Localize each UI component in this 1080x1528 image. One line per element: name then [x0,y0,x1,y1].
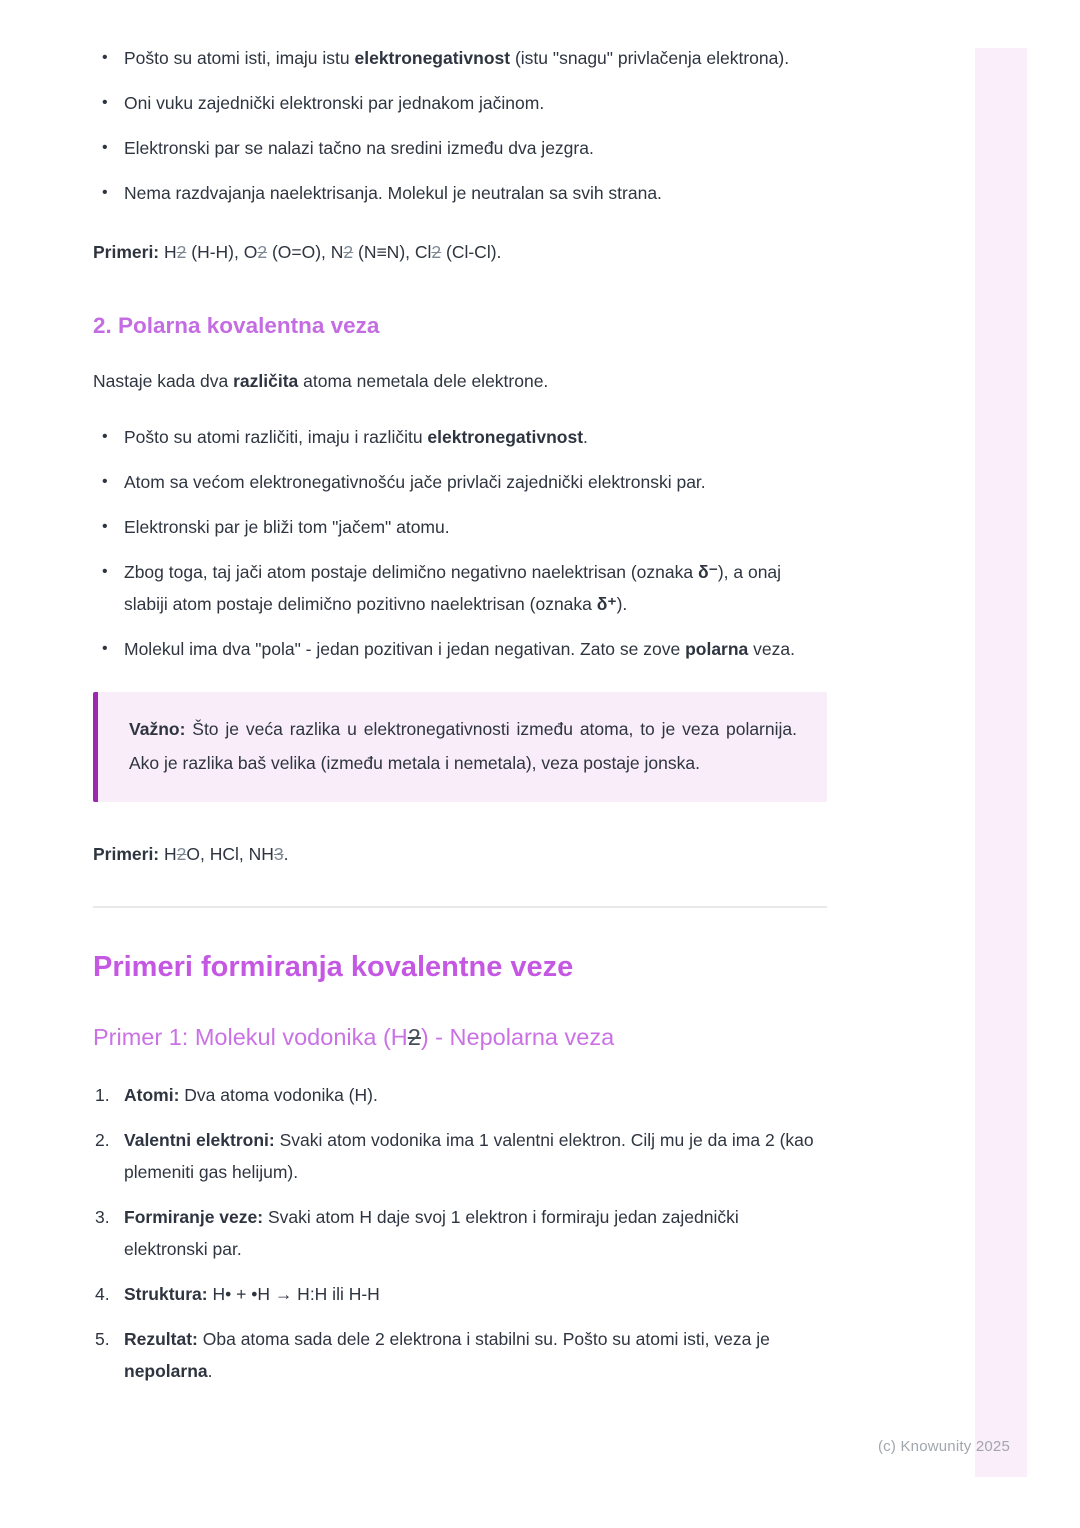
bullet-item: • Elektronski par je bliži tom "jačem" atomu. [93,511,827,543]
polar-examples-line: Primeri: H2O, HCl, NH3. [93,844,289,864]
section-heading-polar: 2. Polarna kovalentna veza [93,313,380,338]
polar-bullet-list [93,421,827,665]
example1-heading: Primer 1: Molekul vodonika (H2) - Nepolarna veza [93,1024,615,1050]
step-item: Valentni elektroni: Svaki atom vodonika ima 1 valentni elektron. Cilj mu je da ima 2 (kao plemeniti gas helijum). [124,1130,814,1182]
document-content [93,0,827,1387]
page-heading-examples: Primeri formiranja kovalentne veze [93,951,574,983]
step-item: Struktura: H• + •H → H:H ili H-H [124,1284,380,1304]
nonpolar-examples-line: Primeri: H2 (H-H), O2 (O=O), N2 (N≡N), Cl2 (Cl-Cl). [93,242,502,262]
bullet-item: • Oni vuku zajednički elektronski par jednakom jačinom. [93,87,827,119]
watermark: (c) Knowunity 2025 [877,1438,1010,1455]
bullet-item: • Pošto su atomi različiti, imaju i različitu elektronegativnost. [93,421,827,453]
example1-steps-list [93,1079,827,1387]
bullet-item: • Molekul ima dva "pola" - jedan pozitivan i jedan negativan. Zato se zove polarna veza. [93,633,827,665]
bullet-item: • Elektronski par se nalazi tačno na sredini između dva jezgra. [93,132,827,164]
bullet-item: • Pošto su atomi isti, imaju istu elektronegativnost (istu "snagu" privlačenja elektrona). [93,42,827,74]
bullet-item: • Nema razdvajanja naelektrisanja. Molekul je neutralan sa svih strana. [93,177,827,209]
important-callout [93,692,827,802]
bullet-item: • Zbog toga, taj jači atom postaje delimično negativno naelektrisan (oznaka δ⁻), a onaj slabiji atom postaje delimično pozitivno naelektrisan (oznaka δ⁺). [93,556,827,620]
nonpolar-bullet-list [93,42,827,209]
polar-intro: Nastaje kada dva različita atoma nemetala dele elektrone. [93,371,549,391]
right-highlight-strip [975,48,1027,1477]
callout-text: Važno: Što je veća razlika u elektronegativnosti između atoma, to je veza polarnija. Ako je razlika baš velika (između metala i nemetala), veza postaje jonska. [129,719,797,773]
bullet-item: • Atom sa većom elektronegativnošću jače privlači zajednički elektronski par. [93,466,827,498]
step-item: Atomi: Dva atoma vodonika (H). [124,1085,378,1105]
step-item: Formiranje veze: Svaki atom H daje svoj 1 elektron i formiraju jedan zajednički elektronski par. [124,1207,739,1259]
step-item: Rezultat: Oba atoma sada dele 2 elektrona i stabilni su. Pošto su atomi isti, veza je nepolarna. [124,1329,770,1381]
section-divider [93,906,827,908]
